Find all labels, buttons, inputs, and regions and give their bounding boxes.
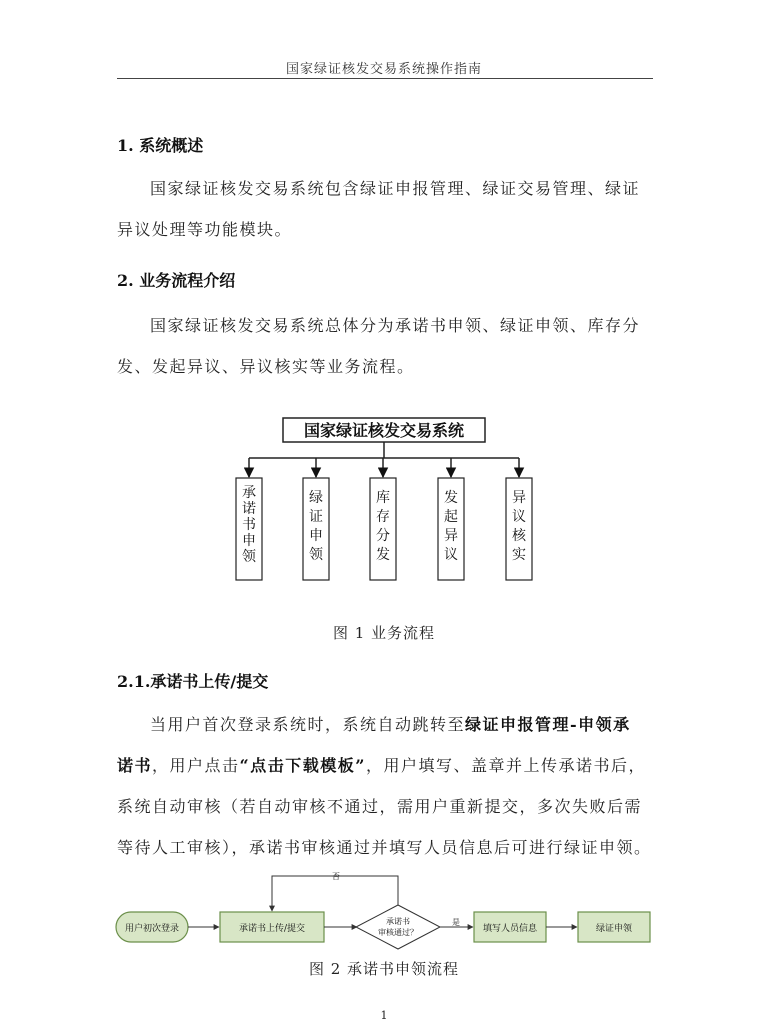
- branch-label-char: 申: [242, 533, 256, 549]
- branch-label-char: 证: [309, 509, 323, 525]
- line-2-text-a: ，用户点击: [152, 756, 240, 775]
- branch-label-char: 书: [242, 517, 256, 533]
- section-2-1-paragraph: [117, 704, 687, 868]
- flow-fill-info-label: 填写人员信息: [482, 924, 538, 934]
- section-2-1-heading: 2.1.承诺书上传/提交: [117, 672, 269, 691]
- branch-label-char: 发: [376, 547, 390, 563]
- figure-1-root-node: [283, 418, 485, 442]
- section-2-line-1: 国家绿证核发交易系统总体分为承诺书申领、绿证申领、库存分: [150, 316, 641, 335]
- branch-label-char: 承: [242, 485, 256, 501]
- flow-loop-arrow: [272, 876, 398, 911]
- branch-label-char: 申: [309, 528, 323, 544]
- flow-yes-label: 是: [452, 918, 460, 927]
- section-2-1-line-1: [117, 704, 687, 745]
- branch-label-char: 领: [309, 547, 323, 563]
- branch-label-char: 异: [444, 528, 458, 544]
- line-2-text-b: ，用户填写、盖章并上传承诺书后，: [365, 756, 646, 775]
- branch-label-char: 绿: [309, 490, 323, 506]
- line-1-bold: 绿证申报管理-申领承: [465, 715, 631, 734]
- figure-1-root-label: 国家绿证核发交易系统: [303, 421, 465, 440]
- download-template-text: “点击下载模板”: [239, 756, 366, 775]
- figure-2-caption: 图 2 承诺书申领流程: [308, 960, 460, 978]
- branch-label-char: 议: [444, 547, 458, 563]
- branch-label-char: 发: [444, 490, 458, 506]
- branch-label-char: 领: [242, 549, 256, 565]
- flow-no-label: 否: [332, 872, 340, 881]
- page-number: 1: [380, 1009, 388, 1022]
- flow-decision-node: [356, 905, 440, 949]
- section-2-line-2: 发、发起异议、异议核实等业务流程。: [117, 357, 415, 376]
- figure-2-diagram: [116, 872, 650, 949]
- section-2-heading: 2. 业务流程介绍: [117, 271, 236, 290]
- flow-start-label: 用户初次登录: [124, 924, 180, 934]
- page-header-title: 国家绿证核发交易系统操作指南: [285, 62, 482, 77]
- section-2-1-line-3: 系统自动审核（若自动审核不通过，需用户重新提交，多次失败后需: [117, 797, 643, 816]
- branch-label-char: 库: [376, 490, 390, 506]
- branch-label-char: 实: [512, 547, 526, 563]
- branch-label-char: 诺: [242, 501, 256, 517]
- section-2-1-line-2: [117, 745, 687, 786]
- branch-label-char: 分: [376, 528, 390, 544]
- flow-apply-label: 绿证申领: [595, 924, 633, 934]
- figure-1-branches: [236, 458, 532, 580]
- section-1-line-2: 异议处理等功能模块。: [117, 220, 293, 239]
- branch-label-1: [242, 485, 257, 565]
- line-2-bold-a: 诺书: [117, 756, 153, 775]
- branch-label-char: 议: [512, 509, 526, 525]
- section-1-heading: 1. 系统概述: [117, 136, 204, 155]
- branch-label-char: 异: [512, 490, 526, 506]
- branch-label-char: 核: [512, 528, 526, 544]
- flow-upload-label: 承诺书上传/提交: [238, 924, 306, 934]
- branch-label-char: 起: [444, 509, 458, 525]
- figure-1-caption: 图 1 业务流程: [332, 624, 436, 642]
- flow-decision-label-1: 承诺书: [386, 917, 410, 926]
- section-1-line-1: 国家绿证核发交易系统包含绿证申报管理、绿证交易管理、绿证: [150, 179, 641, 198]
- branch-label-char: 存: [376, 509, 390, 525]
- line-1-text: 当用户首次登录系统时，系统自动跳转至: [150, 715, 466, 734]
- section-2-1-line-4: 等待人工审核），承诺书审核通过并填写人员信息后可进行绿证申领。: [117, 838, 652, 857]
- flow-decision-label-2: 审核通过？: [378, 928, 418, 937]
